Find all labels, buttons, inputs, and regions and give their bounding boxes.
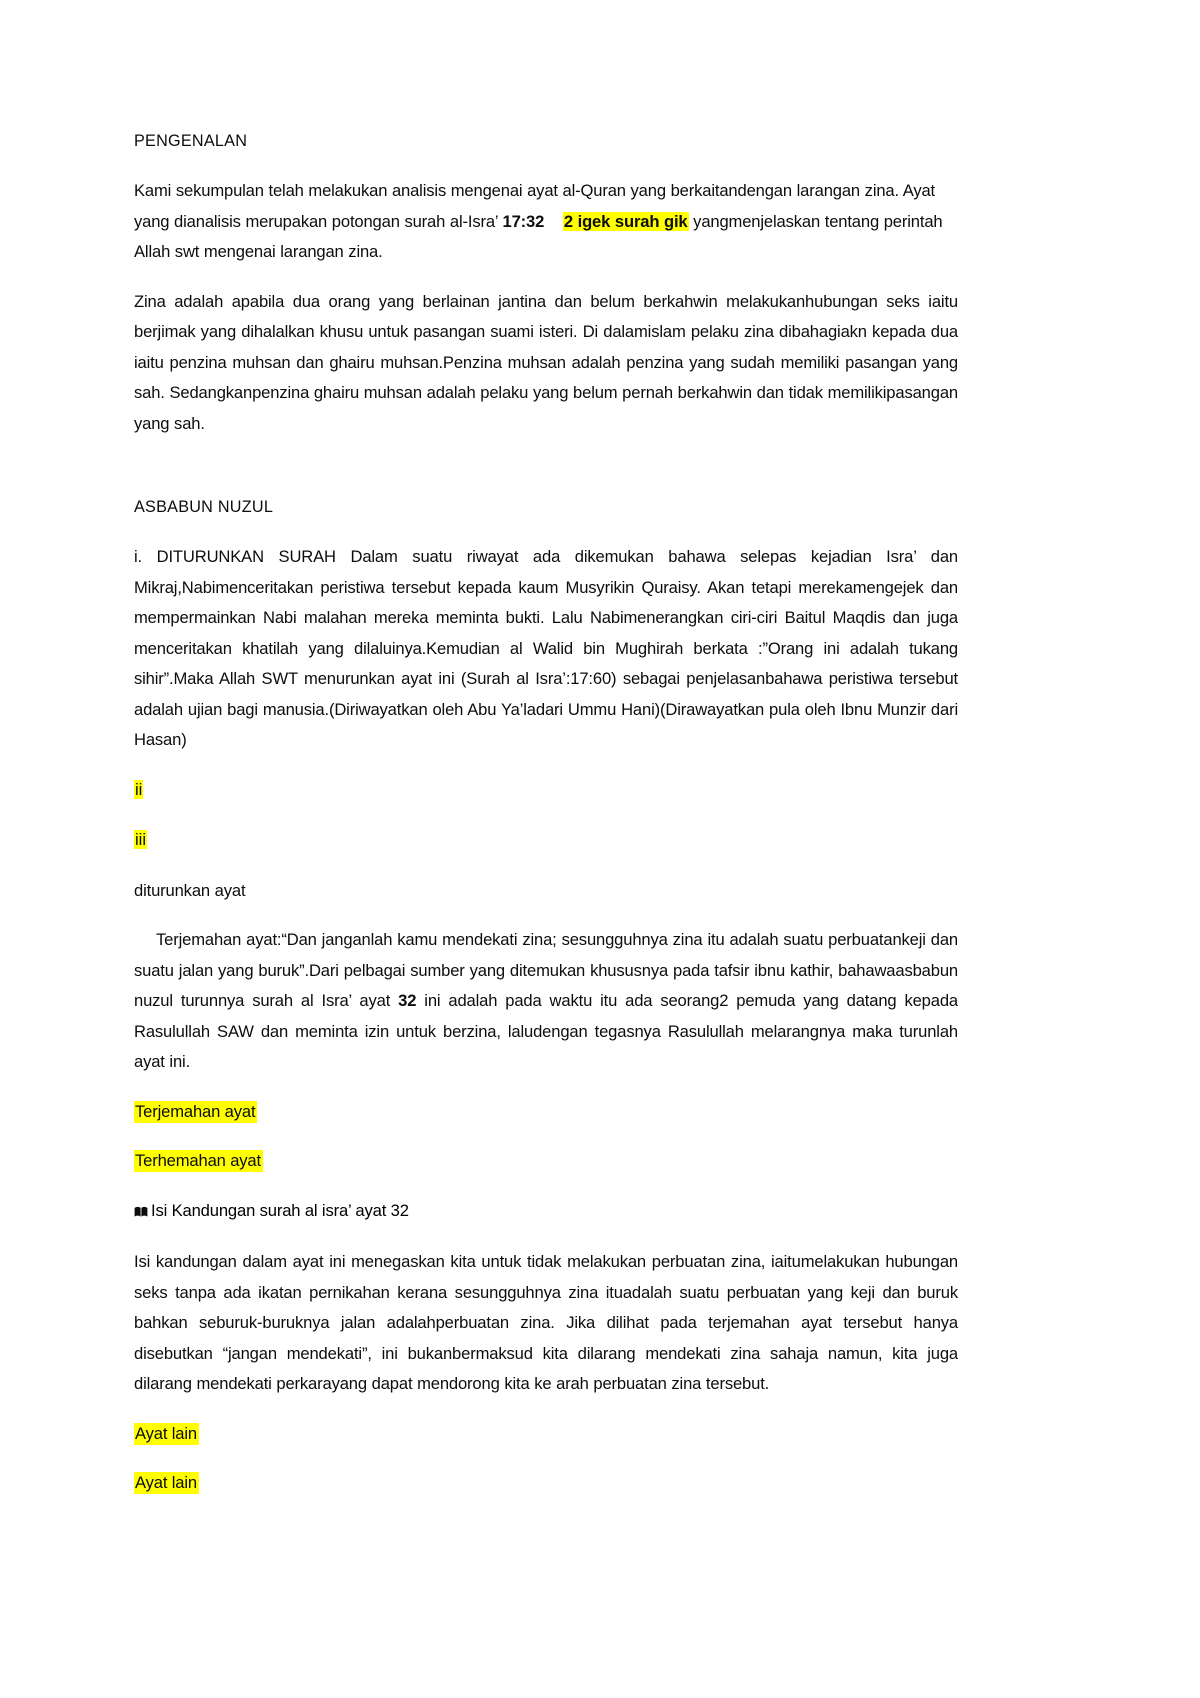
- run-verse-reference: 17:32: [502, 211, 545, 231]
- book-icon: [134, 1198, 149, 1229]
- paragraph-isi-kandungan: Isi kandungan dalam ayat ini menegaskan kita untuk tidak melakukan perbuatan zina, iaitumelakukan hubungan seks tanpa ada ikatan pernikahan kerana sesungguhnya zina ituadalah suatu perbuatan yang keji dan buruk bahkan seburuk-buruknya jalan adalahperbuatan zina. Jika dilihat pada terjemahan ayat tersebut hanya disebutkan “jangan mendekati”, ini bukanbermaksud kita dilarang mendekati zina sahaja namun, kita juga dilarang mendekati perkarayang dapat mendorong kita ke arah perbuatan zina tersebut.: [134, 1252, 958, 1393]
- paragraph-terjemahan-ayat: [134, 925, 958, 1078]
- bullet-heading-label: Isi Kandungan surah al isra’ ayat 32: [151, 1200, 409, 1220]
- run-text-tail: ini adalah pada waktu itu ada seorang2 pemuda yang datang kepada Rasulullah SAW dan meminta izin untuk berzina, laludengan tegasnya Rasulullah melarangnya maka turunlah ayat ini.: [134, 991, 958, 1071]
- highlight-ayat-lain-1: Ayat lain: [135, 1423, 197, 1443]
- paragraph-diturunkan-ayat: diturunkan ayat: [134, 880, 246, 900]
- paragraph-diturunkan-surah: i. DITURUNKAN SURAH Dalam suatu riwayat ada dikemukan bahawa selepas kejadian Isra’ dan Mikraj,Nabimenceritakan peristiwa tersebut kepada kaum Musyrikin Quraisy. Akan tetapi merekamengejek dan mempermainkan Nabi malahan mereka meminta bukti. Lalu Nabimenerangkan ciri-ciri Baitul Maqdis dan juga menceritakan khatilah yang dilaluinya.Kemudian al Walid bin Mughirah berkata :”Orang ini adalah tukang sihir”.Maka Allah SWT menurunkan ayat ini (Surah al Isra’:17:60) sebagai penjelasanbahawa peristiwa tersebut adalah ujian bagi manusia.(Diriwayatkan oleh Abu Ya’ladari Ummu Hani)(Dirawayatkan pula oleh Ibnu Munzir dari Hasan): [134, 547, 958, 749]
- label-terhemahan-ayat: [134, 1146, 958, 1177]
- document-body: [134, 128, 958, 1518]
- highlight-marker-ii: ii: [135, 779, 143, 799]
- label-ayat-lain-2: [134, 1468, 958, 1499]
- run-text: Terjemahan ayat:“Dan janganlah kamu mendekati zina; sesungguhnya zina itu adalah suatu perbuatankeji dan suatu jalan yang buruk”.Dari pelbagai sumber yang ditemukan khususnya pada tafsir ibnu kathir, bahawaasbabun nuzul turunnya surah al Isra’ ayat: [134, 930, 958, 1010]
- highlight-terjemahan-ayat: Terjemahan ayat: [135, 1101, 256, 1121]
- marker-roman-iii: [134, 825, 958, 856]
- highlight-terhemahan-ayat: Terhemahan ayat: [135, 1151, 261, 1170]
- highlight-ayat-lain-2: Ayat lain: [135, 1473, 197, 1492]
- run-space: [544, 212, 563, 231]
- marker-roman-ii: [134, 775, 958, 806]
- section-heading-asbabun-nuzul: ASBABUN NUZUL: [134, 498, 274, 516]
- run-text: Kami sekumpulan telah melakukan analisis mengenai ayat al-Quran yang berkaitandengan larangan zina. Ayat yang dianalisis merupakan potongan surah al-Isra’: [134, 181, 936, 231]
- section-heading-pengenalan: PENGENALAN: [134, 132, 248, 150]
- paragraph-definisi-zina: Zina adalah apabila dua orang yang berlainan jantina dan belum berkahwin melakukanhubungan seks iaitu berjimak yang dihalalkan khusu untuk pasangan suami isteri. Di dalamislam pelaku zina dibahagiakn kepada dua iaitu penzina muhsan dan ghairu muhsan.Penzina muhsan adalah penzina yang sudah memiliki pasangan yang sah. Sedangkanpenzina ghairu muhsan adalah pelaku yang belum pernah berkahwin dan tidak memilikipasangan yang sah.: [134, 291, 958, 433]
- highlight-marker-iii: iii: [135, 830, 147, 849]
- section-spacer: [134, 458, 958, 494]
- label-ayat-lain-1: [134, 1419, 958, 1450]
- run-text-tail: yangmenjelaskan tentang perintah Allah swt mengenai larangan zina.: [134, 211, 943, 261]
- label-terjemahan-ayat: [134, 1097, 958, 1128]
- bullet-heading-isi-kandungan: [134, 1196, 958, 1229]
- run-ayat-number: 32: [398, 991, 417, 1010]
- highlight-note-2-igek-surah-gik: 2 igek surah gik: [563, 211, 688, 231]
- paragraph-pengenalan-intro: [134, 176, 958, 268]
